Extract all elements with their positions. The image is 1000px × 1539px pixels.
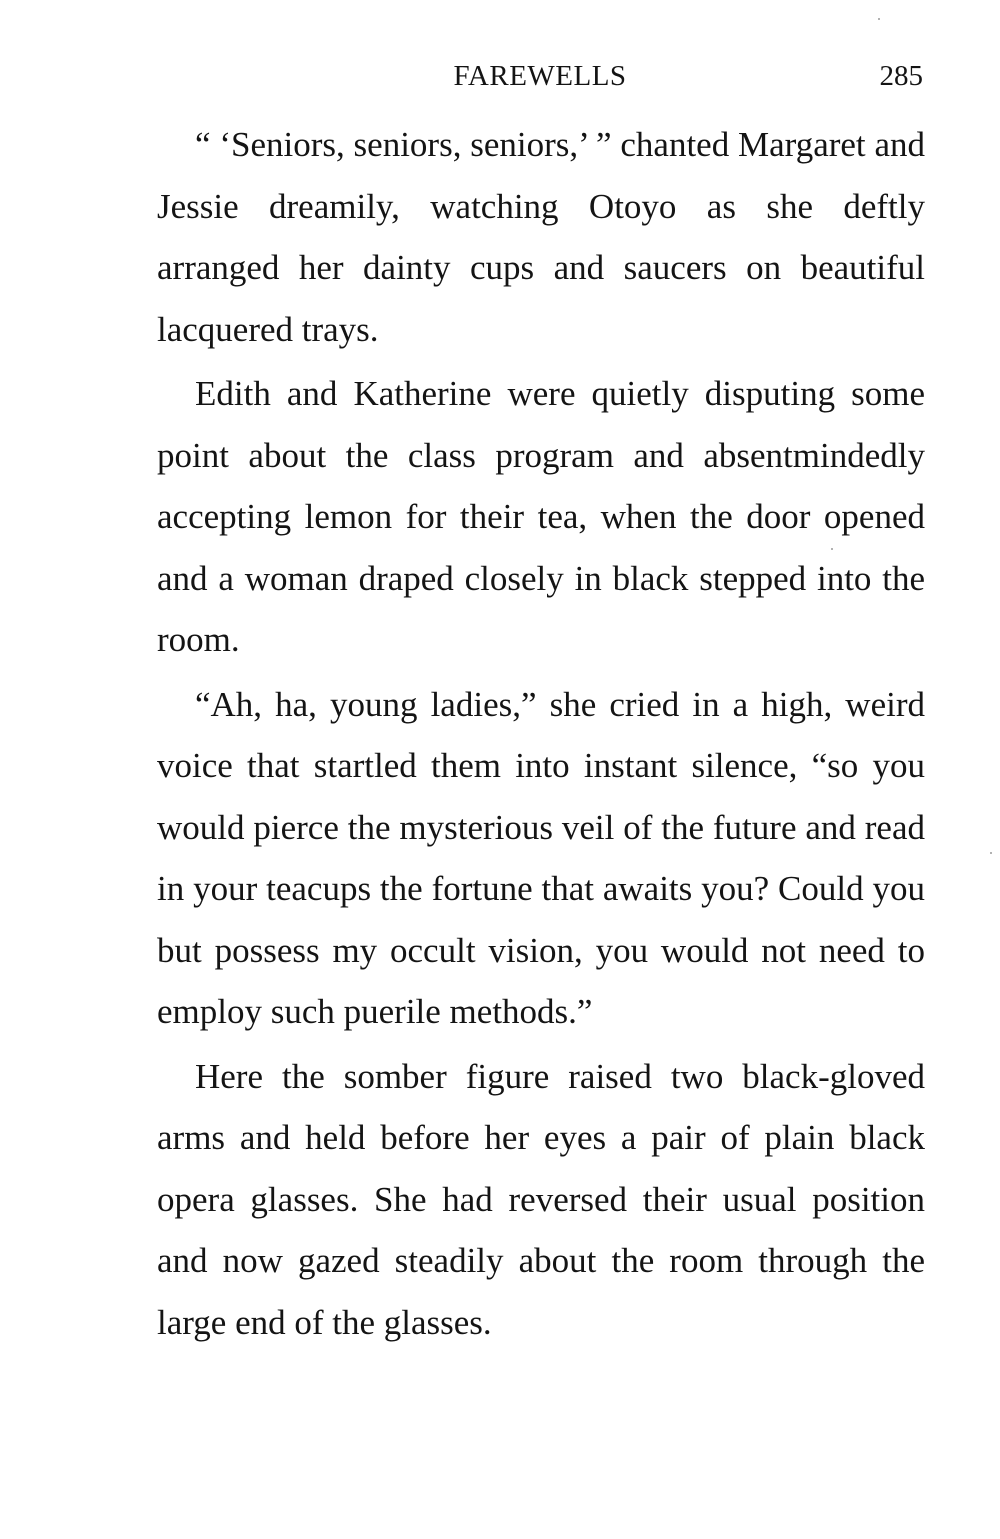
running-head (157, 56, 923, 96)
paragraph-3: “Ah, ha, young ladies,” she cried in a high, weird voice that startled them into instant silence, “so you would pierce the mysterious veil of the future and read in your teacups the fortune that awaits you? Could you but possess my occult vision, you would not need to employ such puerile methods.” (157, 684, 925, 1031)
body-text (157, 114, 925, 1356)
scan-speck (990, 852, 992, 854)
scan-speck (878, 18, 880, 20)
scan-speck (831, 548, 833, 550)
chapter-title: FAREWELLS (453, 60, 627, 92)
paragraph-1: “ ‘Seniors, seniors, seniors,’ ” chanted Margaret and Jessie dreamily, watching Otoyo as she deftly arranged her dainty cups and saucers on beautiful lacquered trays. (157, 125, 925, 349)
paragraph-4: Here the somber figure raised two black-gloved arms and held before her eyes a pair of plain black opera glasses. She had reversed their usual position and now gazed steadily about the room through the large end of the glasses. (157, 1056, 925, 1342)
page-number: 285 (879, 60, 923, 92)
paragraph-2: Edith and Katherine were quietly disputing some point about the class program and absentmindedly accepting lemon for their tea, when the door opened and a woman draped closely in black stepped into the room. (157, 374, 925, 659)
